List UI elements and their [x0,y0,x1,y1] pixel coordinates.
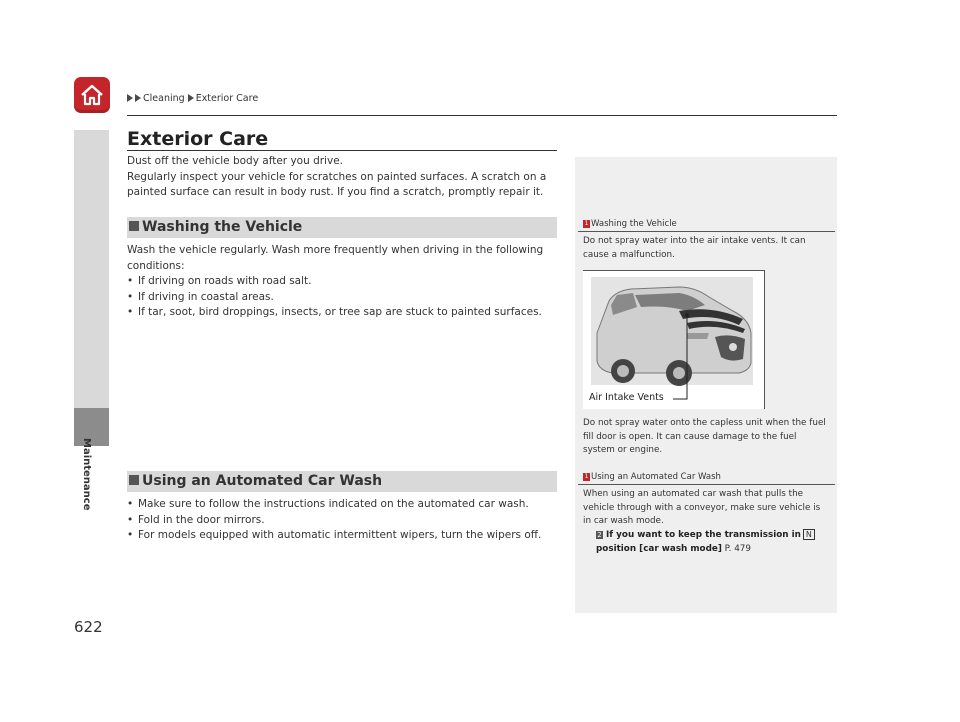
title-divider [127,150,557,151]
washing-content [127,243,557,321]
note-text: Do not spray water onto the capless unit when the fuel fill door is open. It can cause damage to the fuel system or engine. [583,418,826,455]
section-heading-washing [127,217,557,238]
home-icon [79,82,105,108]
intro-text [127,154,557,201]
reference-arrow-icon: 2 [597,531,602,539]
reference-text: If you want to keep the transmission in [606,530,801,540]
reference-page: P. 479 [724,543,751,554]
list-item: • If driving on roads with road salt. [127,274,557,290]
list-item: • Fold in the door mirrors. [127,513,557,529]
note-text: Do not spray water into the air intake vents. It can cause a malfunction. [583,236,806,260]
section-heading-text: Using an Automated Car Wash [142,473,383,489]
intro-line-2: Regularly inspect your vehicle for scratches on painted surfaces. A scratch on a painted surface can result in body rust. If you find a scratch, promptly repair it. [127,170,547,198]
breadcrumb-item-exterior-care[interactable]: Exterior Care [195,93,259,104]
section-heading-text: Washing the Vehicle [142,219,303,235]
vehicle-illustration [583,270,765,409]
section-marker-icon [129,475,139,485]
breadcrumb-arrow-icon [188,94,194,102]
washing-intro: Wash the vehicle regularly. Wash more frequently when driving in the following conditions: [127,244,544,272]
breadcrumb-arrow-icon [135,94,141,102]
washing-conditions-list [127,274,557,321]
list-item: • If driving in coastal areas. [127,290,557,306]
list-item: • For models equipped with automatic intermittent wipers, turn the wipers off. [127,528,557,544]
car-image-icon [583,271,764,409]
sidebar-section-label: Maintenance [81,438,92,511]
image-callout-label: Air Intake Vents [589,392,664,403]
gear-position-n: N [803,529,815,540]
note-heading-text: Washing the Vehicle [591,219,677,229]
page-number: 622 [74,618,103,636]
sidebar-tab [74,130,109,408]
list-item: • Make sure to follow the instructions indicated on the automated car wash. [127,497,557,513]
section-heading-car-wash [127,471,557,492]
note-marker-icon: 1 [584,220,589,227]
breadcrumb-arrow-icon [127,94,133,102]
intro-line-1: Dust off the vehicle body after you drive. [127,155,343,167]
home-button[interactable] [74,77,110,113]
note-divider [578,484,835,485]
note-text: When using an automated car wash that pulls the vehicle through with a conveyor, make sure vehicle is in car wash mode. [583,489,821,526]
list-item: • If tar, soot, bird droppings, insects, or tree sap are stuck to painted surfaces. [127,305,557,321]
note-heading-washing[interactable] [583,219,677,229]
section-marker-icon [129,221,139,231]
note-heading-text: Using an Automated Car Wash [591,472,721,482]
note-heading-car-wash[interactable] [583,472,721,482]
note-divider [578,231,835,232]
note-marker-icon: 1 [584,473,589,480]
car-wash-list [127,497,557,544]
breadcrumb [127,93,258,104]
header-divider [127,115,837,116]
breadcrumb-item-cleaning[interactable]: Cleaning [143,93,185,104]
cross-reference-link[interactable] [596,529,831,556]
page-title: Exterior Care [127,128,269,150]
reference-text: position [car wash mode] [596,543,722,554]
